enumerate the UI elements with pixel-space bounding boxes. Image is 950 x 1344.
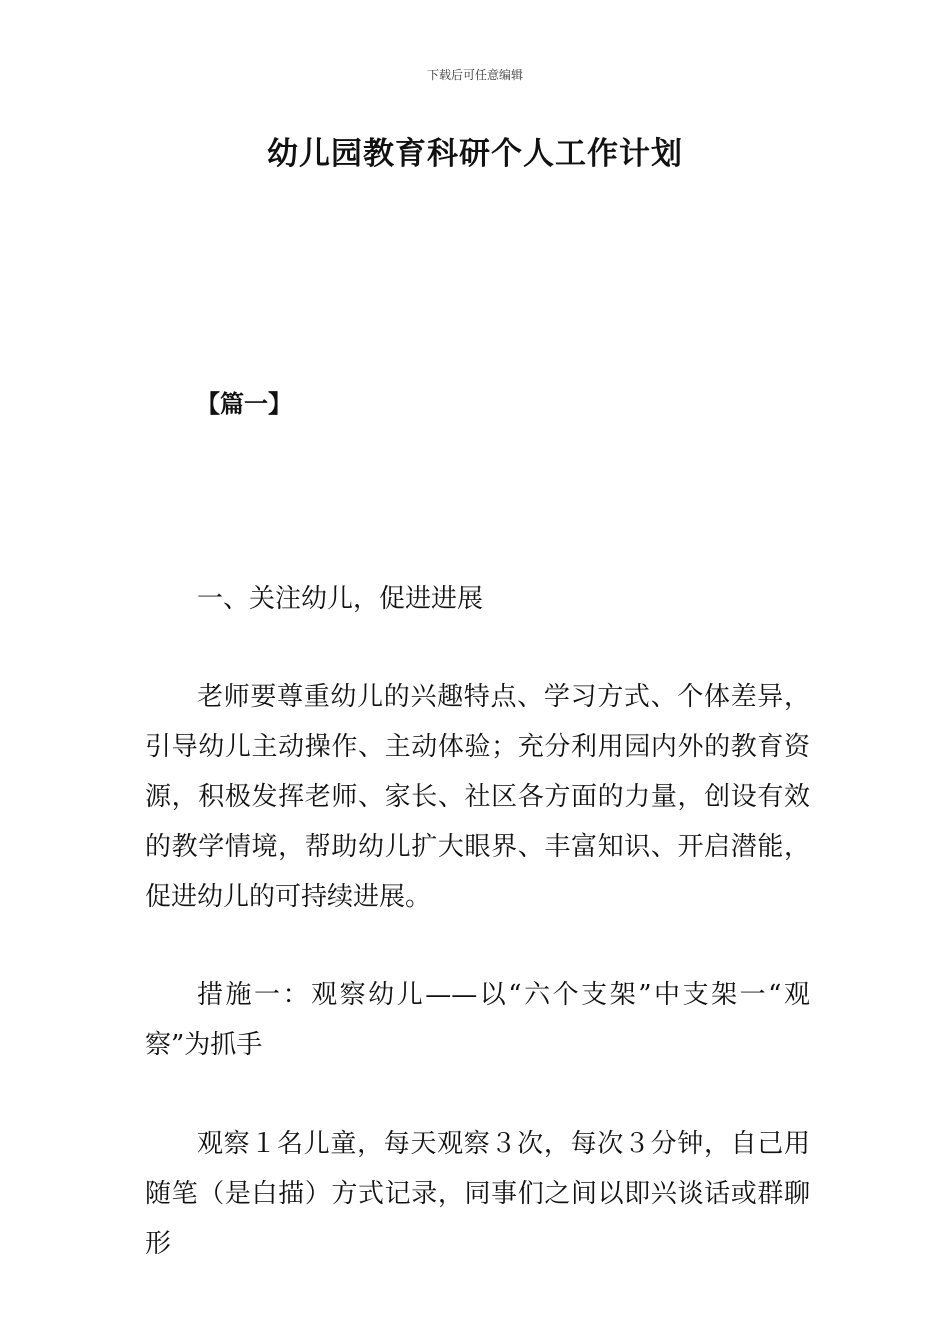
body-paragraph: 观察１名儿童，每天观察３次，每次３分钟，自己用随笔（是白描）方式记录，同事们之间以即兴谈话或群聊形 (145, 1129, 810, 1259)
header-note: 下载后可任意编辑 (426, 68, 523, 82)
section-heading: 一、关注幼儿，促进进展 (197, 584, 484, 614)
document-title: 幼儿园教育科研个人工作计划 (267, 136, 683, 172)
measure-heading: 措施一：观察幼儿——以“六个支架”中支架一“观察”为抓手 (145, 980, 810, 1060)
section-tag: 【篇一】 (196, 390, 292, 418)
body-paragraph: 老师要尊重幼儿的兴趣特点、学习方式、个体差异，引导幼儿主动操作、主动体验；充分利用园内外的教育资源，积极发挥老师、家长、社区各方面的力量，创设有效的教学情境，帮助幼儿扩大眼界、丰富知识、开启潜能，促进幼儿的可持续进展。 (145, 682, 810, 912)
